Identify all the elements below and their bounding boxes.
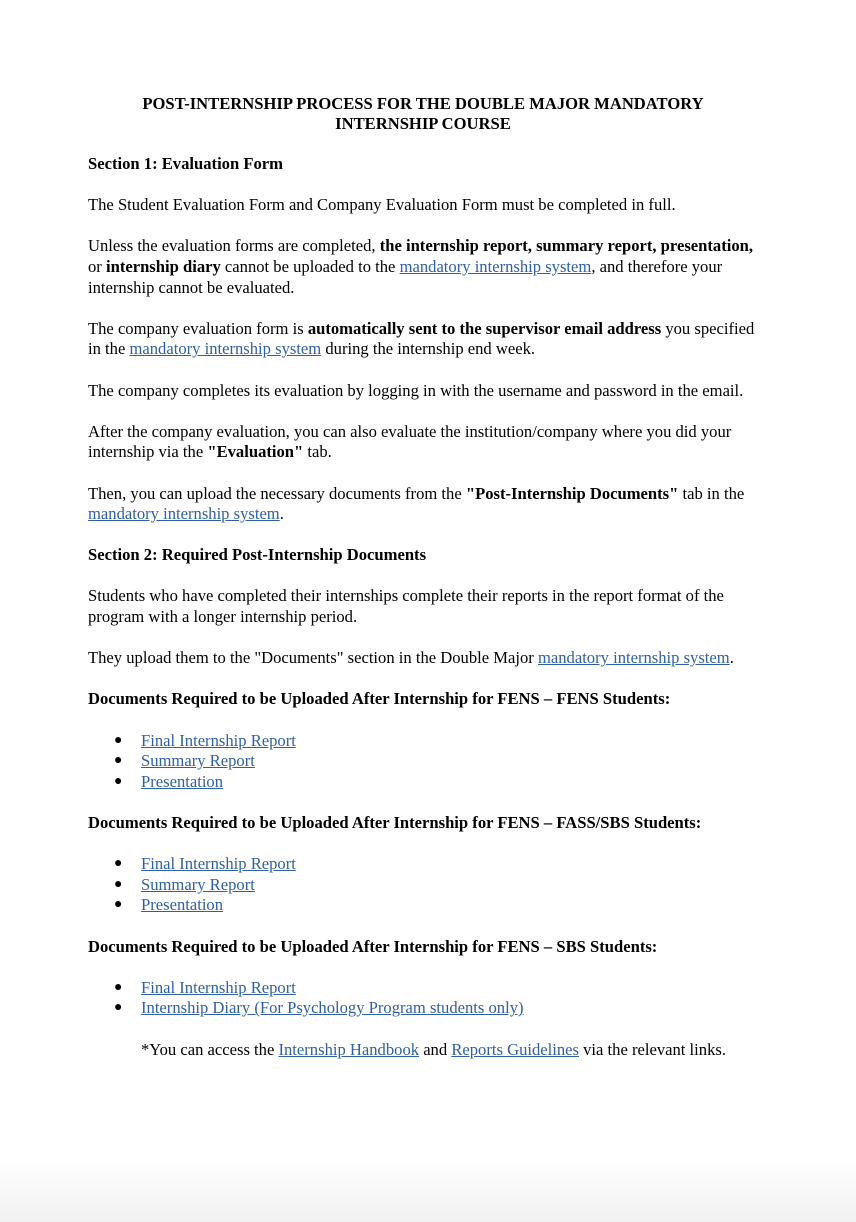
text-span: *You can access the — [141, 1039, 279, 1059]
section-2-paragraph-2 — [88, 648, 758, 669]
summary-report-link[interactable]: Summary Report — [141, 874, 255, 894]
text-span: cannot be uploaded to the — [220, 256, 400, 276]
document-content — [88, 94, 758, 1081]
reports-guidelines-link[interactable]: Reports Guidelines — [451, 1039, 579, 1059]
title-line-2: INTERNSHIP COURSE — [335, 114, 511, 133]
presentation-link[interactable]: Presentation — [141, 895, 224, 915]
list-item — [114, 751, 758, 772]
mandatory-internship-system-link[interactable]: mandatory internship system — [537, 648, 730, 668]
mandatory-internship-system-link[interactable]: mandatory internship system — [399, 256, 592, 276]
summary-report-link[interactable]: Summary Report — [141, 751, 255, 771]
text-span: They upload them to the "Documents" section in the Double Major — [88, 648, 538, 668]
documents-heading-fens-sbs: Documents Required to be Uploaded After Internship for FENS – SBS Students: — [88, 936, 658, 956]
page-title — [88, 94, 758, 134]
mandatory-internship-system-link[interactable]: mandatory internship system — [129, 339, 322, 359]
section-2-heading: Section 2: Required Post-Internship Documents — [88, 545, 427, 565]
list-item — [114, 854, 758, 875]
section-1-heading: Section 1: Evaluation Form — [88, 154, 283, 173]
documents-list-fens-fass-sbs — [88, 854, 758, 916]
bold-span: the internship report, summary report, presentation, — [379, 236, 754, 256]
text-span: . — [729, 648, 734, 668]
list-item — [114, 771, 758, 793]
bullet-icon: ● — [114, 1000, 123, 1016]
bold-span: internship diary — [105, 256, 221, 276]
documents-list-fens-fens — [88, 731, 758, 793]
list-item — [114, 730, 758, 752]
documents-heading-fens-fass-sbs: Documents Required to be Uploaded After Internship for FENS – FASS/SBS Students: — [88, 813, 702, 832]
text-span: . — [279, 504, 284, 524]
list-item — [114, 895, 758, 916]
final-internship-report-link[interactable]: Final Internship Report — [141, 977, 296, 997]
text-span: After the company evaluation, you can also evaluate the institution/company where you did your internship via the — [88, 421, 732, 462]
final-internship-report-link[interactable]: Final Internship Report — [141, 730, 296, 750]
mandatory-internship-system-link[interactable]: mandatory internship system — [88, 504, 280, 524]
section-1-paragraph-4: The company completes its evaluation by logging in with the username and password in the email. — [88, 380, 744, 400]
text-span: and — [419, 1039, 452, 1059]
bold-span: automatically sent to the supervisor email address — [307, 318, 662, 338]
internship-handbook-link[interactable]: Internship Handbook — [278, 1039, 420, 1059]
text-span: tab in the — [678, 483, 745, 503]
list-item — [114, 998, 758, 1019]
title-line-1: POST-INTERNSHIP PROCESS FOR THE DOUBLE MAJOR MANDATORY — [142, 94, 704, 113]
text-span: during the internship end week. — [321, 339, 536, 359]
text-span: via the relevant links. — [578, 1039, 726, 1059]
section-1-paragraph-2 — [88, 236, 758, 298]
bullet-icon: ● — [114, 876, 123, 892]
bullet-icon: ● — [114, 753, 123, 769]
section-1-paragraph-5 — [88, 422, 758, 463]
list-item — [114, 977, 758, 999]
documents-heading-fens-fens: Documents Required to be Uploaded After Internship for FENS – FENS Students: — [88, 689, 671, 709]
bullet-icon: ● — [114, 732, 123, 748]
bullet-icon: ● — [114, 773, 123, 789]
bullet-icon: ● — [114, 979, 123, 995]
text-span: , and therefore your internship cannot be evaluated. — [88, 256, 723, 297]
text-span: The company evaluation form is — [88, 318, 308, 338]
bold-span: "Evaluation" — [207, 442, 304, 462]
access-note — [141, 1040, 758, 1061]
documents-list-fens-sbs — [88, 978, 758, 1019]
text-span: you specified in the — [88, 318, 755, 359]
presentation-link[interactable]: Presentation — [141, 771, 224, 791]
section-1-paragraph-1: The Student Evaluation Form and Company Evaluation Form must be completed in full. — [88, 195, 676, 215]
bullet-icon: ● — [114, 856, 123, 872]
section-2-paragraph-1: Students who have completed their internships complete their reports in the report format of the program with a longer internship period. — [88, 586, 724, 627]
text-span: Unless the evaluation forms are completed, — [88, 236, 380, 256]
text-span: tab. — [303, 442, 332, 462]
final-internship-report-link[interactable]: Final Internship Report — [141, 854, 296, 874]
bullet-icon: ● — [114, 897, 123, 913]
page-bottom-shadow — [0, 1160, 856, 1222]
list-item — [114, 874, 758, 896]
section-1-paragraph-3 — [88, 319, 758, 360]
text-span: or — [88, 256, 106, 276]
internship-diary-link[interactable]: Internship Diary (For Psychology Program students only) — [141, 998, 524, 1018]
bold-span: "Post-Internship Documents" — [465, 483, 679, 503]
section-1-paragraph-6 — [88, 484, 758, 525]
text-span: Then, you can upload the necessary documents from the — [88, 483, 466, 503]
